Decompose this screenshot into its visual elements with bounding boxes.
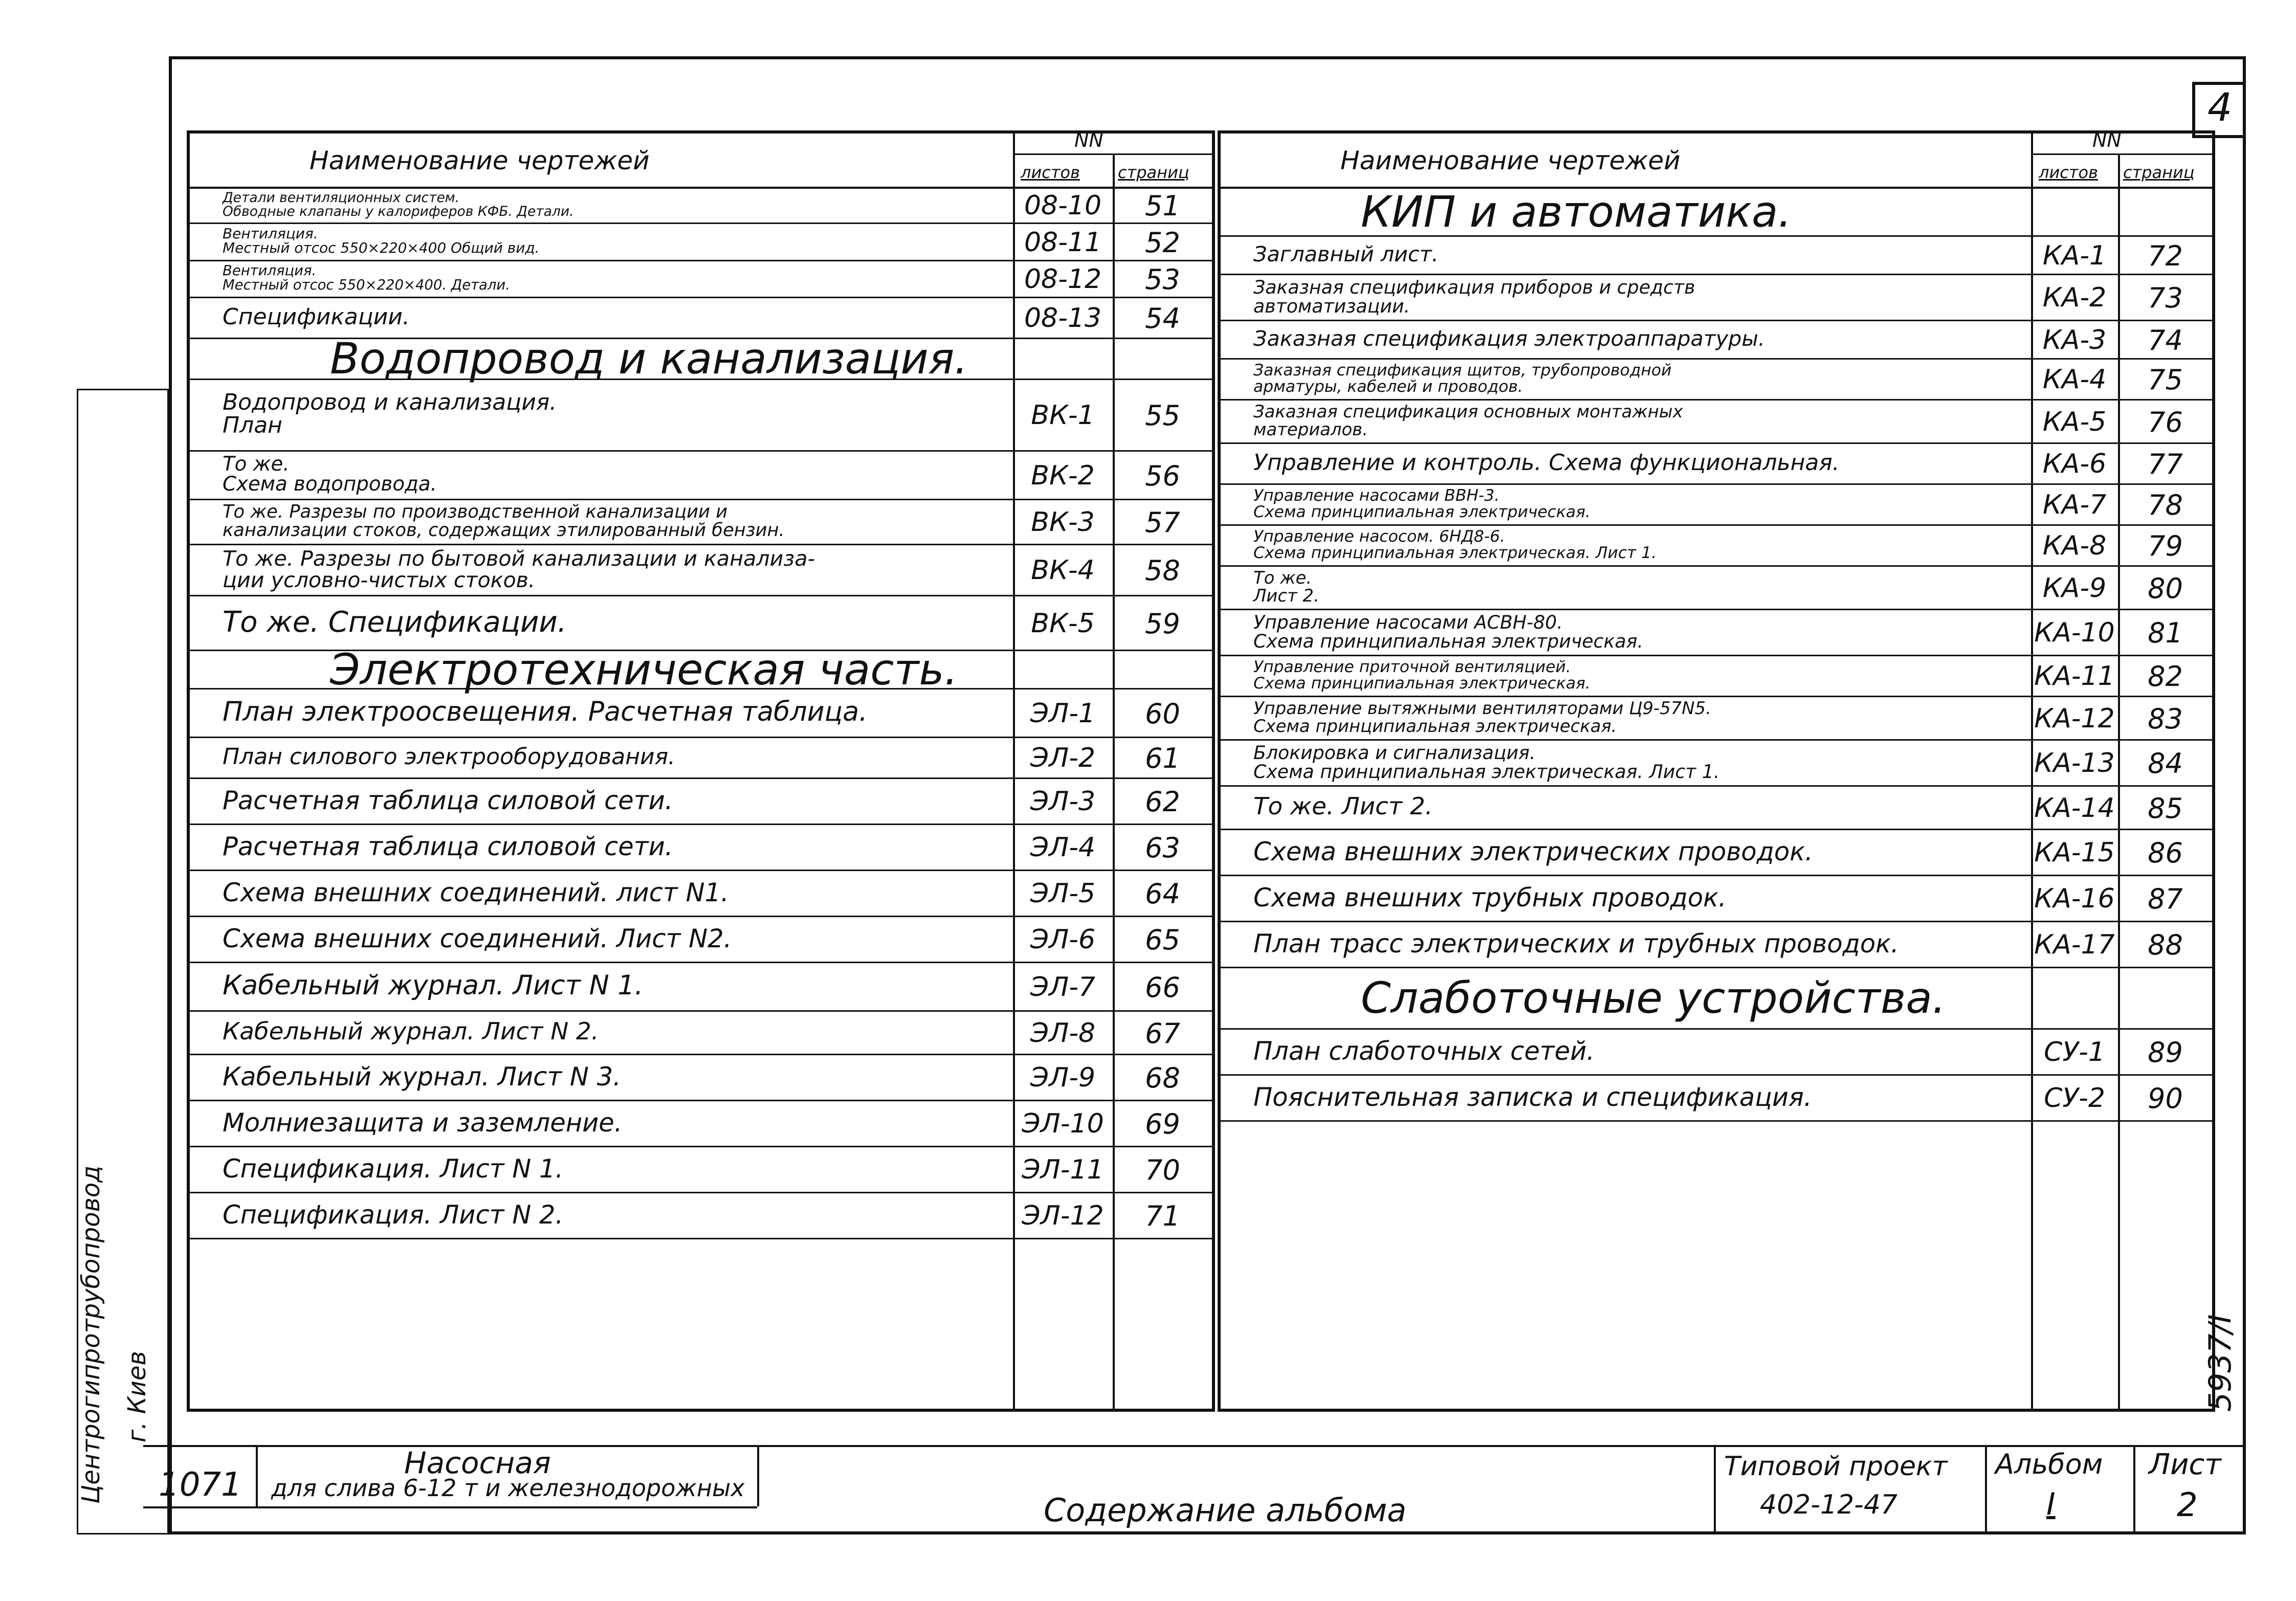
row-name: План слаботочных сетей. [1253, 1036, 1595, 1066]
row-code: КА-12 [2034, 703, 2115, 734]
row-page: 64 [1145, 878, 1180, 910]
row-page: 81 [2148, 617, 2183, 649]
row-line [1218, 442, 2213, 444]
row-page: 77 [2148, 448, 2183, 480]
row-page: 54 [1145, 302, 1180, 335]
row-line [187, 1100, 1212, 1101]
row-line [187, 870, 1212, 871]
row-page: 84 [2148, 747, 2183, 780]
row-name: То же. Лист 2. [1253, 792, 1433, 820]
row-name: Управление насосами ВВН-3. Схема принципиальная электрическая. [1253, 486, 1591, 521]
row-page: 63 [1145, 832, 1180, 864]
row-name: Пояснительная записка и спецификация. [1253, 1082, 1812, 1112]
row-name: Управление и контроль. Схема функциональная. [1253, 449, 1840, 476]
row-page: 58 [1145, 554, 1180, 587]
object-title: Насосная [404, 1446, 551, 1480]
row-page: 83 [2148, 702, 2183, 735]
row-page: 66 [1145, 971, 1180, 1004]
row-name: Молниезащита и заземление. [223, 1107, 623, 1138]
row-line [1218, 739, 2213, 741]
object-subtitle: для слива 6-12 т и железнодорожных [271, 1474, 745, 1502]
row-name: То же. Разрезы по бытовой канализации и канализа- ции условно-чистых стоков. [223, 546, 815, 592]
row-code: 08-11 [1024, 227, 1102, 258]
row-line [1218, 274, 2213, 275]
row-line [187, 1054, 1212, 1055]
album-label: Альбом [1995, 1448, 2103, 1480]
sheet-label: Лист [2149, 1448, 2221, 1481]
row-line [187, 688, 1212, 690]
row-line [1218, 921, 2213, 922]
row-code: КА-15 [2034, 837, 2115, 868]
row-name: Заглавный лист. [1253, 242, 1439, 267]
row-code: КА-14 [2034, 792, 2115, 824]
row-page: 89 [2148, 1036, 2183, 1069]
row-line [1218, 483, 2213, 485]
row-line [1218, 235, 2213, 237]
row-line [187, 379, 1212, 380]
row-line [187, 544, 1212, 545]
row-name: То же. Разрезы по производственной канализации и канализации стоков, содержащих этилированный бензин. [223, 501, 785, 541]
row-name: Расчетная таблица силовой сети. [223, 831, 673, 861]
row-code: СУ-1 [2044, 1037, 2105, 1068]
row-name: Управление вытяжными вентиляторами Ц9-57N5. Схема принципиальная электрическая. [1253, 698, 1711, 736]
row-line [187, 737, 1212, 738]
row-page: 88 [2148, 929, 2183, 961]
row-code: ЭЛ-12 [1022, 1200, 1104, 1231]
header-bottom [187, 187, 1212, 189]
row-code: КА-11 [2034, 661, 2115, 692]
row-name: Водопровод и канализация. План [223, 389, 557, 438]
row-name: Управление приточной вентиляцией. Схема принципиальная электрическая. [1253, 658, 1591, 693]
tb-bottom-left [143, 1506, 757, 1508]
row-code: ВК-1 [1031, 400, 1095, 431]
row-code: КА-9 [2042, 572, 2107, 604]
side-stamp-city: г. Киев [123, 1351, 151, 1442]
tb-div-5 [2133, 1445, 2135, 1535]
row-page: 62 [1145, 786, 1180, 818]
row-line [1218, 655, 2213, 656]
row-line [1218, 399, 2213, 401]
side-stamp-organization: Центрогипротрубопровод [77, 1165, 105, 1504]
row-line [187, 777, 1212, 779]
sheet-value: 2 [2177, 1486, 2198, 1524]
row-name: Схема внешних соединений. Лист N2. [223, 923, 732, 953]
row-page: 55 [1145, 399, 1180, 432]
row-line [187, 1192, 1212, 1193]
row-code: ЭЛ-4 [1030, 832, 1096, 863]
row-page: 82 [2148, 660, 2183, 693]
row-line [1218, 967, 2213, 968]
row-line [1218, 609, 2213, 610]
row-line [1218, 358, 2213, 360]
title-block-number: 1071 [159, 1466, 242, 1504]
section-title: Водопровод и канализация. [330, 333, 968, 384]
row-line [1218, 1074, 2213, 1076]
row-code: ВК-2 [1031, 460, 1095, 491]
row-name: Расчетная таблица силовой сети. [223, 785, 673, 815]
row-page: 86 [2148, 837, 2183, 869]
vertical-code: 5937/I [2202, 1314, 2238, 1412]
row-page: 80 [2148, 572, 2183, 605]
sheet-number: 4 [2207, 84, 2233, 130]
row-page: 65 [1145, 924, 1180, 956]
row-name: Схема внешних соединений. лист N1. [223, 877, 729, 907]
row-page: 51 [1145, 190, 1180, 222]
row-page: 75 [2148, 364, 2183, 396]
row-page: 70 [1145, 1154, 1180, 1186]
row-code: КА-17 [2034, 929, 2115, 960]
row-code: ЭЛ-6 [1030, 924, 1096, 955]
section-title: КИП и автоматика. [1361, 186, 1792, 237]
header-split [2031, 153, 2213, 155]
row-page: 74 [2148, 324, 2183, 357]
row-page: 56 [1145, 459, 1180, 492]
row-name: Спецификация. Лист N 1. [223, 1153, 564, 1184]
row-name: То же. Лист 2. [1253, 568, 1319, 606]
row-page: 79 [2148, 530, 2183, 562]
row-name: Детали вентиляционных систем. Обводные клапаны у калориферов КФБ. Детали. [223, 190, 574, 219]
row-line [187, 1146, 1212, 1147]
row-line [1218, 524, 2213, 526]
row-line [1218, 1028, 2213, 1030]
row-line [187, 962, 1212, 963]
tb-div-1 [256, 1445, 258, 1506]
row-name: Вентиляция. Местный отсос 550×220×400 Общий вид. [223, 225, 540, 257]
row-code: ЭЛ-9 [1030, 1062, 1096, 1093]
header-name: Наименование чертежей [1340, 146, 1681, 175]
row-page: 73 [2148, 282, 2183, 314]
row-name: Заказная спецификация щитов, трубопроводной арматуры, кабелей и проводов. [1253, 361, 1672, 396]
row-line [187, 824, 1212, 825]
row-code: СУ-2 [2044, 1083, 2105, 1114]
header-nn: NN [2092, 129, 2122, 151]
row-code: КА-7 [2042, 490, 2107, 520]
row-name: Заказная спецификация электроаппаратуры. [1253, 326, 1765, 351]
row-line [187, 1238, 1212, 1239]
row-page: 61 [1145, 742, 1180, 774]
section-title: Электротехническая часть. [330, 644, 958, 695]
row-name: То же. Спецификации. [223, 605, 567, 639]
row-code: ВК-5 [1031, 608, 1095, 639]
row-code: 08-10 [1024, 190, 1102, 221]
row-code: ВК-4 [1031, 555, 1095, 586]
row-code: ЭЛ-1 [1030, 698, 1096, 729]
row-line [187, 1010, 1212, 1012]
row-line [1218, 696, 2213, 697]
row-name: Кабельный журнал. Лист N 2. [223, 1017, 599, 1046]
row-code: КА-16 [2034, 883, 2115, 914]
row-name: Кабельный журнал. Лист N 3. [223, 1061, 621, 1092]
header-nn: NN [1074, 129, 1103, 151]
row-code: ЭЛ-2 [1030, 743, 1096, 773]
row-page: 76 [2148, 406, 2183, 438]
project-label: Типовой проект [1724, 1451, 1948, 1482]
row-line [187, 297, 1212, 298]
row-page: 53 [1145, 263, 1180, 296]
section-title: Слаботочные устройства. [1361, 973, 1946, 1023]
header-name: Наименование чертежей [310, 146, 650, 175]
row-code: КА-10 [2034, 617, 2115, 648]
row-page: 87 [2148, 883, 2183, 915]
row-name: План электроосвещения. Расчетная таблица. [223, 696, 868, 727]
row-page: 67 [1145, 1017, 1180, 1050]
row-code: КА-8 [2042, 530, 2107, 561]
row-code: КА-4 [2042, 364, 2107, 395]
row-line [187, 595, 1212, 596]
row-page: 60 [1145, 697, 1180, 730]
row-code: КА-1 [2042, 240, 2107, 271]
row-code: ЭЛ-5 [1030, 878, 1096, 909]
row-line [1218, 320, 2213, 321]
row-line [1218, 829, 2213, 830]
row-name: Спецификации. [223, 303, 410, 330]
row-name: План силового электрооборудования. [223, 743, 676, 770]
row-line [1218, 565, 2213, 567]
tb-div-2 [757, 1445, 759, 1506]
tb-div-3 [1714, 1445, 1716, 1535]
row-line [187, 260, 1212, 261]
row-line [187, 499, 1212, 500]
row-code: ЭЛ-10 [1022, 1108, 1104, 1139]
header-pages: страниц [1118, 163, 1189, 182]
row-line [1218, 1120, 2213, 1122]
header-sheets: листов [1021, 163, 1080, 182]
row-name: Схема внешних электрических проводок. [1253, 836, 1813, 866]
row-line [187, 450, 1212, 452]
tb-div-4 [1985, 1445, 1987, 1535]
row-line [187, 916, 1212, 917]
sheet-title: Содержание альбома [1044, 1492, 1407, 1529]
album-value: I [2046, 1486, 2056, 1522]
row-name: Кабельный журнал. Лист N 1. [223, 970, 644, 1001]
row-code: ЭЛ-8 [1030, 1017, 1096, 1049]
row-code: КА-2 [2042, 282, 2107, 313]
project-number: 402-12-47 [1760, 1489, 1898, 1520]
row-line [1218, 875, 2213, 876]
row-page: 57 [1145, 506, 1180, 539]
row-line [187, 223, 1212, 224]
row-page: 59 [1145, 607, 1180, 640]
row-name: Заказная спецификация приборов и средств автоматизации. [1253, 276, 1695, 317]
row-name: План трасс электрических и трубных проводок. [1253, 928, 1899, 959]
row-page: 72 [2148, 239, 2183, 272]
row-code: КА-3 [2042, 324, 2107, 355]
row-page: 85 [2148, 792, 2183, 825]
row-name: Схема внешних трубных проводок. [1253, 882, 1727, 913]
header-sheets: листов [2039, 163, 2098, 182]
row-code: ВК-3 [1031, 507, 1095, 538]
row-page: 71 [1145, 1200, 1180, 1232]
row-page: 52 [1145, 226, 1180, 259]
row-page: 90 [2148, 1082, 2183, 1115]
row-name: Управление насосами АСВН-80. Схема принципиальная электрическая. [1253, 611, 1643, 652]
row-code: 08-13 [1024, 303, 1102, 333]
row-code: ЭЛ-3 [1030, 786, 1096, 817]
header-pages: страниц [2123, 163, 2195, 182]
row-code: ЭЛ-11 [1022, 1154, 1104, 1185]
row-name: То же. Схема водопровода. [223, 453, 437, 496]
row-page: 69 [1145, 1108, 1180, 1140]
row-name: Заказная спецификация основных монтажных материалов. [1253, 402, 1683, 439]
row-name: Управление насосом. 6НД8-6. Схема принципиальная электрическая. Лист 1. [1253, 527, 1657, 562]
row-code: КА-13 [2034, 748, 2115, 779]
row-code: КА-5 [2042, 406, 2107, 437]
row-name: Спецификация. Лист N 2. [223, 1199, 564, 1230]
row-code: КА-6 [2042, 449, 2107, 479]
row-code: ЭЛ-7 [1030, 971, 1096, 1003]
row-name: Вентиляция. Местный отсос 550×220×400. Детали. [223, 263, 510, 293]
row-code: 08-12 [1024, 264, 1102, 295]
row-page: 78 [2148, 489, 2183, 521]
row-page: 68 [1145, 1062, 1180, 1094]
row-name: Блокировка и сигнализация. Схема принципиальная электрическая. Лист 1. [1253, 742, 1720, 783]
row-line [1218, 785, 2213, 787]
